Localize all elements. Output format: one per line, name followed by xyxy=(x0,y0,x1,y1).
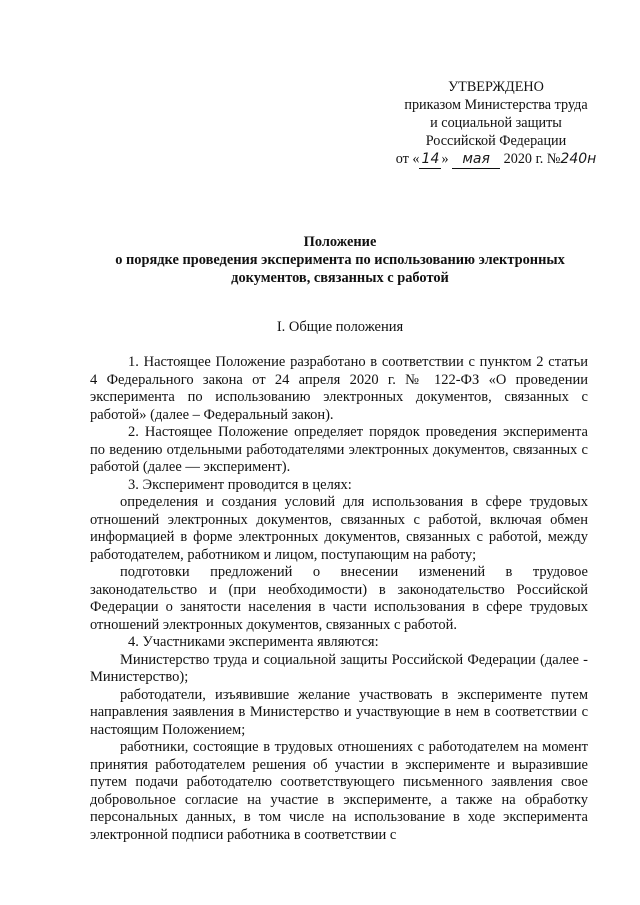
paragraph: Министерство труда и социальной защиты Российской Федерации (далее - Министерство); xyxy=(90,651,588,685)
paragraph: определения и создания условий для использования в сфере трудовых отношений электронных документов, связанных с работой, включая обмен информацией в форме электронных документов, связанных с работой, между работодателем, работником и лицом, поступающим на работу; xyxy=(90,494,588,563)
approval-line-2: и социальной защиты xyxy=(430,115,562,131)
paragraph: 2. Настоящее Положение определяет порядок проведения эксперимента по ведению отдельными работодателями электронных документов, связанных с работой (далее — эксперимент). xyxy=(90,424,588,475)
section-heading: I. Общие положения xyxy=(276,319,404,335)
date-month: мая xyxy=(452,150,500,169)
approval-line-1: приказом Министерства труда xyxy=(404,97,588,113)
title-line-2: о порядке проведения эксперимента по использованию электронных xyxy=(115,252,565,268)
order-number: 240н xyxy=(560,151,597,167)
date-mid: » xyxy=(441,151,449,167)
paragraph: 3. Эксперимент проводится в целях: xyxy=(128,476,352,493)
paragraph: работодатели, изъявившие желание участвовать в эксперименте путем направления заявления в Министерство и участвующие в нем в соответствии с настоящим Положением; xyxy=(90,686,588,738)
approved-label: УТВЕРЖДЕНО xyxy=(448,79,544,95)
paragraph: подготовки предложений о внесении изменений в трудовое законодательство и (при необходимости) в законодательство Российской Федерации о занятости населения в части использования в сфере трудовых отношений электронных документов, связанных с работой. xyxy=(90,564,588,633)
approval-stamp xyxy=(372,78,620,169)
document-body xyxy=(90,354,588,844)
paragraph: работники, состоящие в трудовых отношениях с работодателем на момент принятия работодателем решения об участии в эксперименте и выразившие путем подачи работодателю соответствующего письменного заявления свое добровольное согласие на участие в эксперименте, а также на обработку персональных данных, в том числе на использование в ходе эксперимента электронной подписи работника в соответствии с xyxy=(90,739,588,843)
approval-date-line xyxy=(372,150,620,169)
paragraph: 4. Участниками эксперимента являются: xyxy=(128,634,379,650)
approval-line-3: Российской Федерации xyxy=(425,133,567,149)
date-year: 2020 г. № xyxy=(503,151,561,167)
date-day: 14 xyxy=(419,150,441,169)
date-prefix: от « xyxy=(395,151,420,167)
paragraph: 1. Настоящее Положение разработано в соответствии с пунктом 2 статьи 4 Федерального закона от 24 апреля 2020 г. № 122-ФЗ «О проведении эксперимента по использованию электронных документов, связанных с работой» (далее – Федеральный закон). xyxy=(90,354,588,423)
title-line-1: Положение xyxy=(303,234,377,250)
title-line-3: документов, связанных с работой xyxy=(231,270,449,286)
document-title xyxy=(80,233,600,287)
